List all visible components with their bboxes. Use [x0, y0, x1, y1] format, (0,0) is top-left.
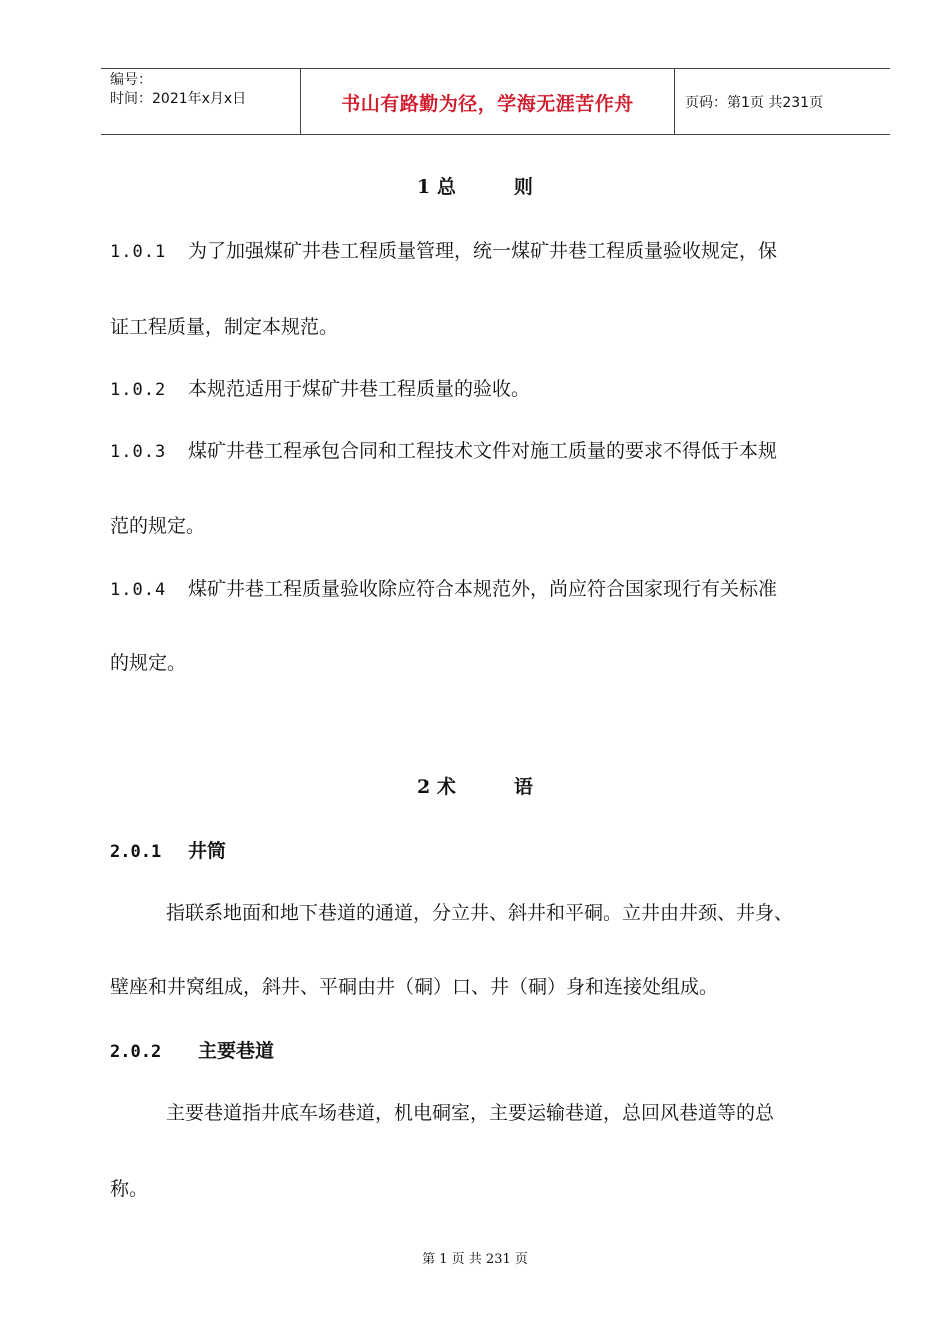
document-header	[101, 68, 890, 135]
clause-1-0-4-cont: 的规定。	[110, 652, 187, 674]
clause-1-0-1: 1.0.1 为了加强煤矿井巷工程质量管理，统一煤矿井巷工程质量验收规定，保	[110, 240, 778, 262]
term-2-0-1: 2.0.1 井筒	[110, 840, 227, 862]
time-label: 时间：2021年x月x日	[110, 91, 247, 107]
footer-page-number: 第 1 页 共 231 页	[422, 1252, 528, 1267]
page-footer	[0, 1248, 950, 1267]
clause-1-0-1-cont: 证工程质量，制定本规范。	[110, 316, 339, 338]
clause-1-0-3: 1.0.3 煤矿井巷工程承包合同和工程技术文件对施工质量的要求不得低于本规	[110, 440, 778, 462]
section-1-title: 1 总 则	[417, 176, 533, 198]
term-2-0-2: 2.0.2 主要巷道	[110, 1040, 275, 1062]
term-2-0-2-def-cont: 称。	[110, 1178, 149, 1200]
header-motto-cell	[301, 69, 675, 135]
term-2-0-1-def-cont: 壁座和井窝组成，斜井、平硐由井（硐）口、井（硐）身和连接处组成。	[110, 976, 719, 998]
clause-1-0-3-cont: 范的规定。	[110, 515, 206, 537]
term-2-0-1-def: 指联系地面和地下巷道的通道，分立井、斜井和平硐。立井由井颈、井身、	[166, 902, 794, 924]
motto-text: 书山有路勤为径，学海无涯苦作舟	[341, 92, 634, 115]
number-label: 编号：	[110, 72, 152, 88]
clause-1-0-4: 1.0.4 煤矿井巷工程质量验收除应符合本规范外，尚应符合国家现行有关标准	[110, 578, 778, 600]
clause-1-0-2: 1.0.2 本规范适用于煤矿井巷工程质量的验收。	[110, 378, 531, 400]
section-2-title: 2 术 语	[417, 776, 533, 798]
header-meta-cell	[101, 69, 301, 135]
header-page-cell	[675, 69, 890, 135]
term-2-0-2-def: 主要巷道指井底车场巷道，机电硐室，主要运输巷道，总回风巷道等的总	[166, 1102, 775, 1124]
page-info: 页码：第1页 共231页	[685, 95, 824, 111]
